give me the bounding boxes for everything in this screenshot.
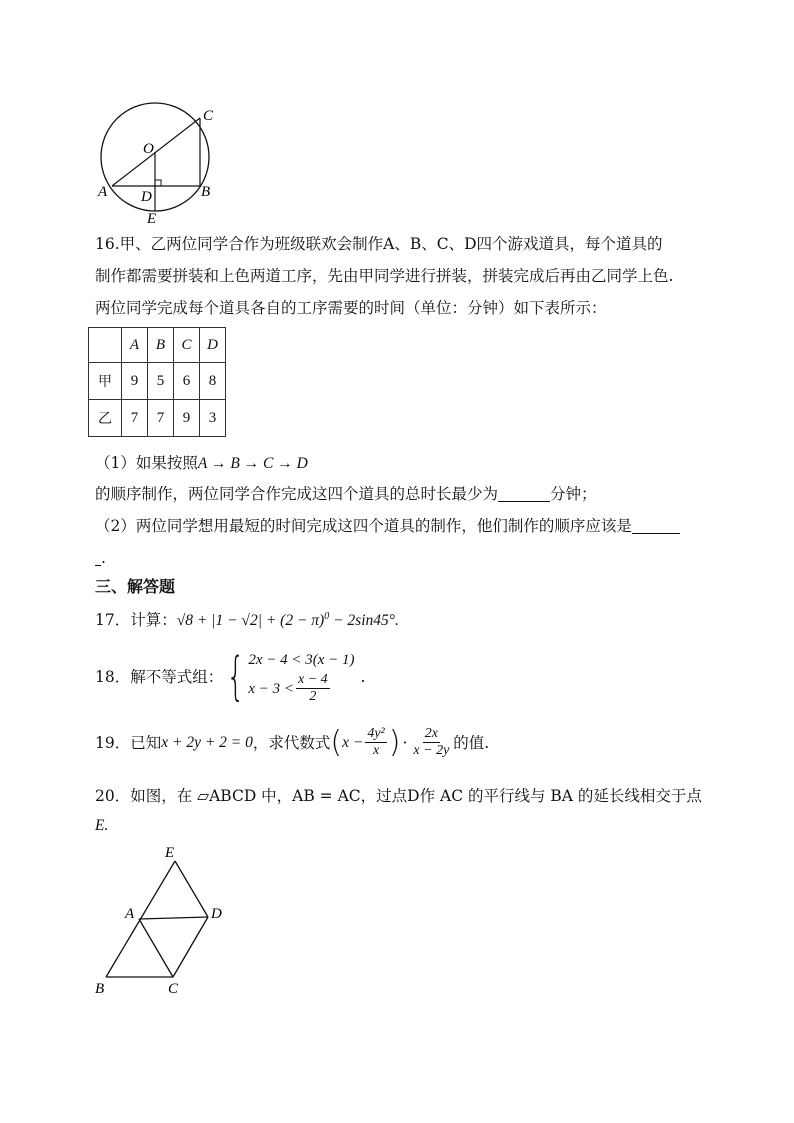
f1-denominator: x: [372, 743, 380, 758]
inequality-system: [248, 648, 354, 705]
table-cell: 3: [200, 400, 226, 437]
q20-number: 20．: [95, 787, 131, 805]
table-cell: 9: [174, 400, 200, 437]
table-cell: 7: [148, 400, 174, 437]
q18-number: 18．: [95, 667, 131, 686]
table-row: [89, 363, 226, 400]
ineq2-fraction: [296, 672, 330, 705]
label-d: D: [141, 189, 152, 205]
label-d: D: [211, 906, 222, 922]
table-row-label: 甲: [89, 363, 122, 400]
q16-part2-line1: [95, 515, 680, 537]
q18-end: .: [360, 667, 366, 686]
section-title: 三、解答题: [95, 577, 176, 596]
table-header-cell: C: [174, 328, 200, 363]
q17-expr-tail: − 2sin45°.: [329, 612, 399, 630]
q16-part2-text: （2）两位同学想用最短的时间完成这四个道具的制作，他们制作的顺序应该是: [95, 517, 632, 535]
table-header-row: [89, 328, 226, 363]
q17-expression: [177, 612, 399, 629]
q19-condition: x + 2y + 2 = 0: [161, 733, 253, 751]
label-b: B: [95, 981, 105, 997]
q16-line2: 制作都需要拼装和上色两道工序，先由甲同学进行拼装，拼装完成后再由乙同学上色.: [95, 267, 674, 285]
label-b: B: [201, 184, 211, 200]
right-paren: ): [388, 724, 401, 760]
q19-end: 的值.: [453, 733, 490, 752]
q18-label: 解不等式组：: [130, 667, 224, 686]
q16-part1-unit: 分钟；: [550, 485, 597, 503]
left-paren: (: [330, 724, 343, 760]
label-o: O: [143, 141, 154, 157]
table-cell: 8: [200, 363, 226, 400]
time-table: [88, 327, 226, 437]
q19-number: 19．: [95, 733, 131, 752]
label-e: E: [147, 211, 157, 227]
f1-numerator: 4y²: [367, 726, 385, 741]
q16-part2-end: .: [101, 549, 106, 567]
label-c: C: [203, 108, 214, 124]
table-header-cell: B: [148, 328, 174, 363]
q16-line3: 两位同学完成每个道具各自的工序需要的时间（单位：分钟）如下表所示：: [95, 299, 607, 317]
table-cell: 6: [174, 363, 200, 400]
q20-line1: [95, 785, 702, 807]
ineq2-denominator: 2: [309, 689, 317, 704]
table-cell: 7: [122, 400, 148, 437]
q17-label: 计算：: [130, 611, 177, 630]
f2-numerator: 2x: [424, 726, 438, 741]
parallelogram-figure: [88, 840, 248, 1000]
label-a: A: [125, 906, 135, 922]
q19-mid: ，求代数式: [252, 733, 331, 752]
answer-blank-1[interactable]: [498, 485, 550, 502]
label-e: E: [165, 845, 175, 861]
segment-ac: [139, 919, 173, 977]
q19-label: 已知: [130, 733, 162, 752]
inequality-1: 2x − 4 < 3(x − 1): [248, 652, 355, 668]
segment-ed: [175, 861, 208, 917]
q17-number: 17．: [95, 611, 131, 630]
inequality-2: [248, 672, 354, 705]
q20-text: 如图，在 ▱ABCD 中，AB = AC，过点D作 AC 的平行线与 BA 的延长线相交于点: [130, 787, 702, 805]
table-header-cell: D: [200, 328, 226, 363]
label-a: A: [98, 184, 108, 200]
ineq2-numerator: x − 4: [298, 672, 328, 687]
q16-text-line1: 甲、乙两位同学合作为班级联欢会制作A、B、C、D四个游戏道具，每个道具的: [119, 235, 663, 253]
diameter-ac: [112, 118, 200, 186]
circle-figure: [90, 100, 230, 230]
q20-line2: E.: [95, 817, 109, 834]
answer-blank-2[interactable]: [632, 517, 680, 534]
multiply-dot: ·: [402, 733, 408, 752]
q16-part2-line2: [95, 547, 106, 569]
table-header-cell: A: [122, 328, 148, 363]
q19-f1-left: x −: [342, 733, 364, 751]
q16-part1-line2: [95, 483, 597, 505]
table-corner-cell: [89, 328, 122, 363]
q16-line1: [95, 233, 663, 255]
segment-ad: [139, 917, 208, 919]
q17: [95, 606, 399, 632]
q16-part1-prefix: （1）如果按照: [95, 454, 198, 472]
q19-fraction-2: [411, 726, 451, 759]
q16-part1-text: 的顺序制作，两位同学合作完成这四个道具的总时长最少为: [95, 485, 499, 503]
table-row: [89, 400, 226, 437]
q16-part1-sequence: A → B → C → D: [197, 455, 308, 472]
q18: [95, 648, 365, 705]
q17-expr-main: √8 + |1 − √2| + (2 − π): [176, 612, 325, 630]
table-cell: 5: [148, 363, 174, 400]
label-c: C: [168, 981, 179, 997]
ineq2-left: x − 3 <: [248, 680, 294, 697]
segment-dc: [173, 917, 208, 977]
f2-denominator: x − 2y: [413, 743, 450, 758]
q16-part1-line1: [95, 452, 308, 475]
q19: [95, 726, 489, 759]
right-angle-mark: [155, 180, 161, 186]
table-row-label: 乙: [89, 400, 122, 437]
q16-number: 16.: [95, 235, 120, 253]
q17-exponent: 0: [324, 611, 330, 622]
table-cell: 9: [122, 363, 148, 400]
q19-fraction-1: [365, 726, 386, 759]
system-brace: {: [226, 646, 245, 707]
